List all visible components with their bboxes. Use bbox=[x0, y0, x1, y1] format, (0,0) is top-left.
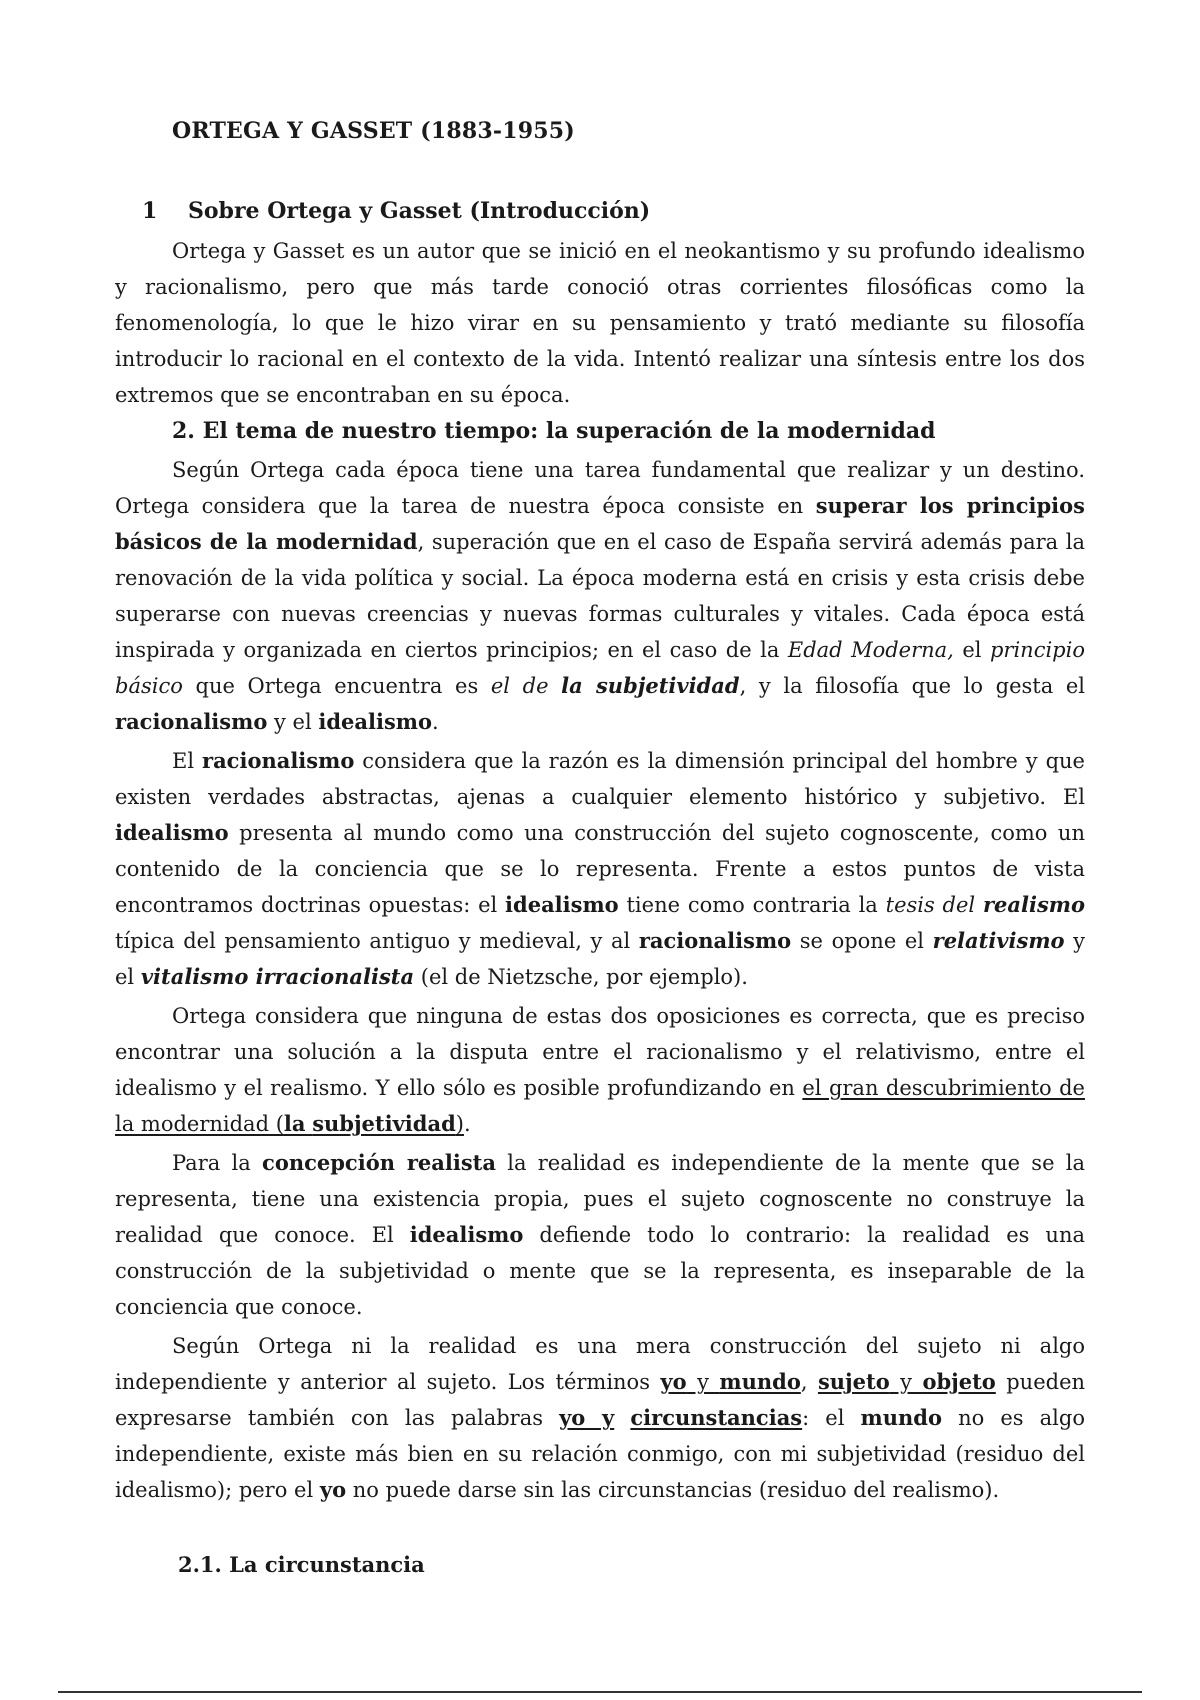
underlined-phrase: el gran descubrimiento de la modernidad (la subjetividad) bbox=[115, 1076, 1085, 1136]
section-2-paragraph-5: Según Ortega ni la realidad es una mera construcción del sujeto ni algo independiente y anterior al sujeto. Los términos yo y mundo, sujeto y objeto pueden expresarse también con las palabras yo y circunstancias: el mundo no es algo independiente, existe más bien en su relación conmigo, con mi subjetividad (residuo del idealismo); pero el yo no puede darse sin las circunstancias (residuo del realismo). bbox=[115, 1334, 1086, 1502]
emphasis: concepción realista bbox=[262, 1150, 496, 1175]
section-1-number: 1 bbox=[142, 198, 158, 224]
section-2-paragraph-4: Para la concepción realista la realidad es independiente de la mente que se la representa, tiene una existencia propia, pues el sujeto cognoscente no construye la realidad que conoce. El idealismo defiende todo lo contrario: la realidad es una construcción de la subjetividad o mente que se la representa, es inseparable de la conciencia que conoce. bbox=[115, 1150, 1086, 1319]
document-body bbox=[115, 233, 1085, 1508]
emphasis: vitalismo irracionalista bbox=[140, 964, 415, 989]
emphasis: idealismo bbox=[409, 1222, 524, 1247]
emphasis: superar los principios básicos de la modernidad bbox=[115, 493, 1085, 554]
emphasis: relativismo bbox=[932, 928, 1065, 953]
emphasis: el de bbox=[490, 674, 562, 698]
document-title: ORTEGA Y GASSET (1883-1955) bbox=[172, 118, 575, 144]
section-2-heading: 2. El tema de nuestro tiempo: la superación de la modernidad bbox=[172, 418, 936, 444]
emphasis: tesis del bbox=[885, 893, 983, 917]
section-1-title: Sobre Ortega y Gasset (Introducción) bbox=[188, 198, 651, 224]
section-2-paragraph-3: Ortega considera que ninguna de estas dos oposiciones es correcta, que es preciso encontrar una solución a la disputa entre el racionalismo y el relativismo, entre el idealismo y el realismo. Y ello sólo es posible profundizando en el gran descubrimiento de la modernidad (la subjetividad). bbox=[115, 1004, 1085, 1136]
section-2-paragraph-1: Según Ortega cada época tiene una tarea fundamental que realizar y un destino. Ortega considera que la tarea de nuestra época consiste en superar los principios básicos de la modernidad, superación que en el caso de España servirá además para la renovación de la vida política y social. La época moderna está en crisis y esta crisis debe superarse con nuevas creencias y nuevas formas culturales y vitales. Cada época está inspirada y organizada en ciertos principios; en el caso de la Edad Moderna, el principio básico que Ortega encuentra es el de la subjetividad, y la filosofía que lo gesta el racionalismo y el idealismo. bbox=[115, 458, 1086, 734]
section-1-heading bbox=[142, 198, 650, 224]
emphasis: idealismo bbox=[115, 820, 229, 845]
emphasis: Edad Moderna, bbox=[787, 638, 954, 662]
emphasis: racionalismo bbox=[202, 748, 355, 773]
emphasis: realismo bbox=[982, 892, 1085, 917]
emphasis: idealismo bbox=[505, 892, 619, 917]
section-1-paragraph: Ortega y Gasset es un autor que se inició en el neokantismo y su profundo idealismo y racionalismo, pero que más tarde conoció otras corrientes filosóficas como la fenomenología, lo que le hizo virar en su pensamiento y trató mediante su filosofía introducir lo racional en el contexto de la vida. Intentó realizar una síntesis entre los dos extremos que se encontraban en su época. bbox=[115, 239, 1085, 407]
emphasis: principio básico bbox=[115, 638, 1085, 698]
emphasis: idealismo bbox=[318, 709, 433, 734]
subsection-heading: 2.1. La circunstancia bbox=[178, 1552, 425, 1577]
page-bottom-rule bbox=[58, 1691, 1142, 1693]
section-2-paragraph-2: El racionalismo considera que la razón es la dimensión principal del hombre y que existen verdades abstractas, ajenas a cualquier elemento histórico y subjetivo. El idealismo presenta al mundo como una construcción del sujeto cognoscente, como un contenido de la conciencia que se lo representa. Frente a estos puntos de vista encontramos doctrinas opuestas: el idealismo tiene como contraria la tesis del realismo típica del pensamiento antiguo y medieval, y al racionalismo se opone el relativismo y el vitalismo irracionalista (el de Nietzsche, por ejemplo). bbox=[115, 748, 1086, 989]
emphasis: racionalismo bbox=[115, 709, 268, 734]
emphasis: racionalismo bbox=[638, 928, 792, 953]
emphasis: la subjetividad bbox=[561, 673, 740, 698]
